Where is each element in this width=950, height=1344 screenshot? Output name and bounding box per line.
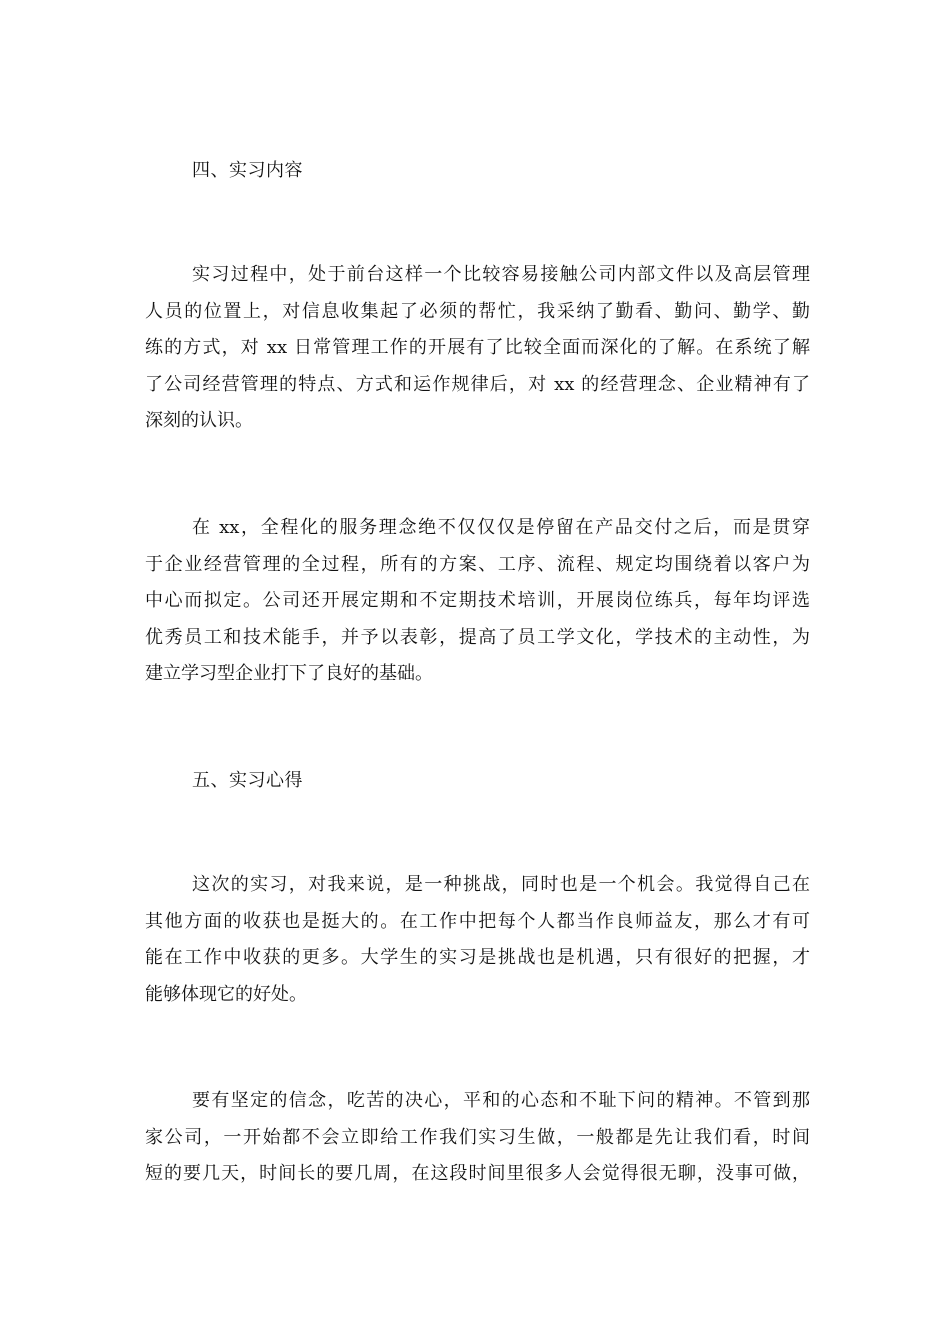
paragraph-line: 其他方面的收获也是挺大的。在工作中把每个人都当作良师益友，那么才有可 xyxy=(145,910,810,932)
paragraph-line: 能在工作中收获的更多。大学生的实习是挑战也是机遇，只有很好的把握，才 xyxy=(145,947,810,968)
paragraph-firm-belief xyxy=(145,1083,810,1193)
paragraph-line: 短的要几天，时间长的要几周，在这段时间里很多人会觉得很无聊，没事可做， xyxy=(145,1163,810,1184)
paragraph-line: 深刻的认识。 xyxy=(145,410,253,431)
section-heading-internship-content: 四、实习内容 xyxy=(192,160,303,181)
paragraph-line: 人员的位置上，对信息收集起了必须的帮忙，我采纳了勤看、勤问、勤学、勤 xyxy=(145,300,810,322)
paragraph-line: 家公司，一开始都不会立即给工作我们实习生做，一般都是先让我们看，时间 xyxy=(145,1126,810,1148)
paragraph-line: 能够体现它的好处。 xyxy=(145,983,307,1005)
paragraph-line: 要有坚定的信念，吃苦的决心，平和的心态和不耻下问的精神。不管到那 xyxy=(192,1090,810,1111)
paragraph-service-concept xyxy=(145,510,810,693)
paragraph-line: 优秀员工和技术能手，并予以表彰，提高了员工学文化，学技术的主动性，为 xyxy=(145,626,810,648)
paragraph-line: 于企业经营管理的全过程，所有的方案、工序、流程、规定均围绕着以客户为 xyxy=(145,553,810,575)
paragraph-line: 了公司经营管理的特点、方式和运作规律后，对 xx 的经营理念、企业精神有了 xyxy=(145,373,810,395)
paragraph-challenge-opportunity xyxy=(145,867,810,1013)
paragraph-line: 在 xx，全程化的服务理念绝不仅仅仅是停留在产品交付之后，而是贯穿 xyxy=(192,517,810,538)
section-heading-internship-experience: 五、实习心得 xyxy=(192,770,303,791)
paragraph-line: 这次的实习，对我来说，是一种挑战，同时也是一个机会。我觉得自己在 xyxy=(192,874,810,895)
paragraph-line: 练的方式，对 xx 日常管理工作的开展有了比较全面而深化的了解。在系统了解 xyxy=(145,337,810,358)
paragraph-line: 中心而拟定。公司还开展定期和不定期技术培训，开展岗位练兵，每年均评选 xyxy=(145,590,810,611)
paragraph-line: 实习过程中，处于前台这样一个比较容易接触公司内部文件以及高层管理 xyxy=(192,264,810,285)
paragraph-internship-process xyxy=(145,257,810,440)
paragraph-line: 建立学习型企业打下了良好的基础。 xyxy=(145,663,433,684)
